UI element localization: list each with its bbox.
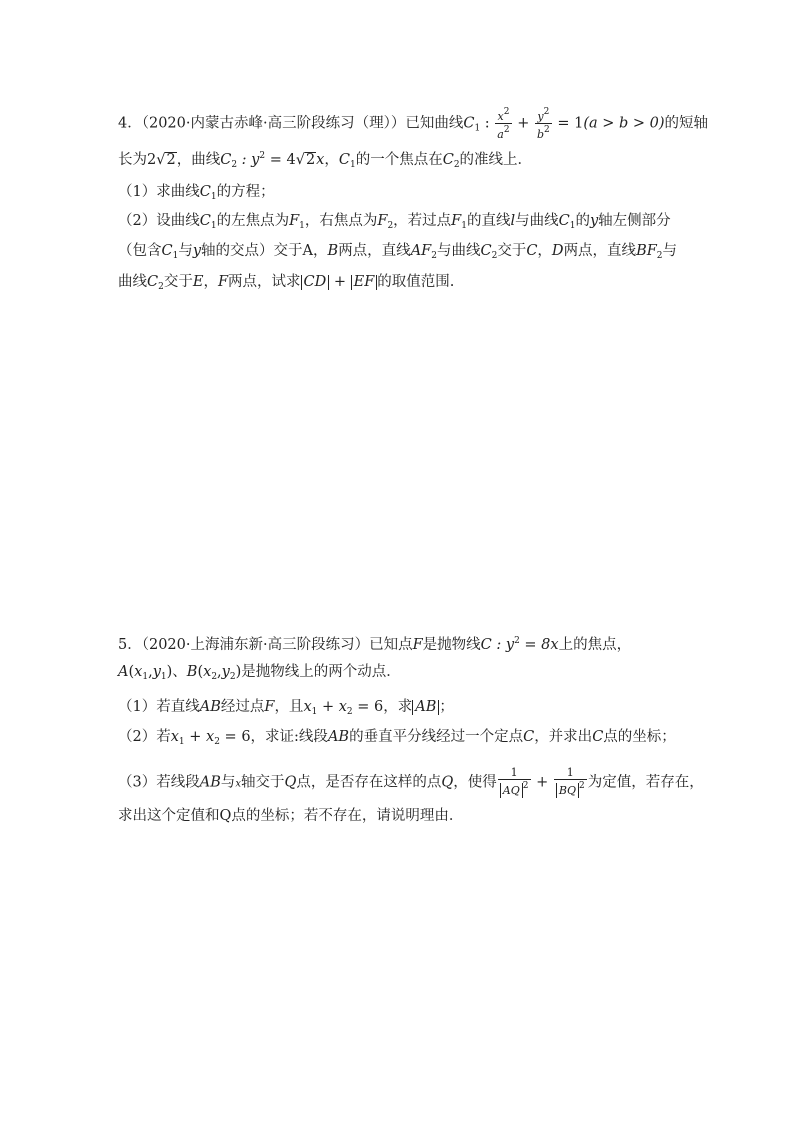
text: 求出这个定值和Q点的坐标；若不存在，请说明理由． (118, 808, 464, 824)
text: ，并求出 (534, 729, 593, 745)
text: ，求 (383, 699, 413, 715)
sub: 2 (229, 672, 236, 682)
text: 与 (220, 774, 236, 791)
text: （3）若线段 (118, 774, 200, 791)
sub: 1 (461, 221, 467, 231)
y: y (589, 213, 599, 229)
sub: 1 (311, 707, 318, 717)
fraction-y2-b2 (535, 106, 552, 141)
E: E (192, 274, 204, 290)
math-c1: C (199, 184, 211, 200)
math-c2: C (147, 274, 159, 290)
text: （1）若直线 (118, 699, 200, 715)
q4-line-2 (118, 146, 532, 175)
q4-stem: 4．（2020·内蒙古赤峰·高三阶段练习（理））已知曲线 (118, 115, 464, 132)
C: C (523, 729, 535, 745)
sub: 2 (214, 737, 220, 747)
text: 上的焦点， (558, 637, 632, 653)
text: 是抛物线上的两个动点． (241, 664, 401, 680)
text: 、 (172, 664, 187, 680)
colon: : (480, 115, 495, 132)
sub: 2 (431, 251, 437, 261)
text: 经过点 (220, 699, 265, 715)
exp: 2 (503, 107, 510, 117)
text: 的准线上． (459, 152, 533, 168)
sub: 1 (172, 251, 179, 261)
text: 与曲线 (515, 213, 559, 229)
B: B (186, 664, 198, 680)
plus: + (531, 774, 553, 791)
text: 的直线 (466, 213, 511, 229)
q5-line-7 (118, 806, 463, 826)
q5-stem: 5．（2020·上海浦东新·高三阶段练习）已知点 (118, 637, 413, 653)
exp: 2 (503, 125, 510, 135)
x: x (316, 152, 325, 168)
exp: 2 (543, 107, 550, 117)
text: 轴左侧部分 (598, 213, 671, 229)
D: D (551, 243, 564, 259)
sub: 2 (211, 672, 218, 682)
text: 与 (662, 243, 678, 259)
text: 两点，直线 (563, 243, 637, 259)
math-c2: C (220, 152, 232, 168)
plus: + (317, 699, 339, 715)
text: （2）设曲线 (118, 213, 200, 229)
AB: AB (199, 774, 221, 791)
x: x (170, 729, 179, 745)
fraction-1-BQ2 (554, 767, 587, 798)
plus: + (512, 115, 534, 132)
text: 轴的交点）交于A， (201, 243, 328, 259)
text: ，使得 (453, 774, 497, 791)
rhs: = 4 (265, 152, 296, 168)
text: ，且 (274, 699, 304, 715)
AB: AB (199, 699, 221, 715)
text: 的方程； (216, 184, 275, 200)
abs-AB: AB (412, 700, 439, 715)
plus: + (184, 729, 207, 745)
sub: 2 (453, 160, 460, 170)
sub: 1 (299, 221, 305, 231)
text: 为定值，若存在， (587, 774, 704, 791)
text: 的 (575, 213, 590, 229)
sub: 2 (387, 221, 394, 231)
q4-line-6 (118, 272, 454, 297)
exp: 2 (578, 781, 585, 791)
y: y (192, 243, 202, 259)
sub: 2 (491, 251, 498, 261)
text: ， (203, 274, 218, 290)
q4-part-1 (118, 182, 275, 207)
num: 1 (498, 767, 531, 780)
b: b (536, 128, 545, 141)
a: a (497, 128, 504, 141)
fraction-x2-a2 (495, 106, 511, 141)
exp: 2 (522, 781, 529, 791)
sub: 1 (210, 192, 217, 202)
math-c2: C (442, 152, 454, 168)
eq: = 6 (352, 699, 384, 715)
math-c1: C (338, 152, 350, 168)
y: y (537, 110, 544, 123)
q5-part-2 (118, 727, 676, 752)
text: 交于 (497, 243, 527, 259)
Q: Q (284, 774, 297, 791)
l: l (510, 213, 516, 229)
x: x (235, 778, 242, 790)
x: x (206, 729, 215, 745)
abs-EF: EF (351, 275, 378, 290)
B: B (327, 243, 339, 259)
q5-part-3 (118, 767, 704, 798)
text: 两点，直线 (338, 243, 411, 259)
text: 的取值范围. (377, 274, 455, 290)
radicand: 2 (305, 152, 316, 168)
sub: 2 (231, 160, 238, 170)
text: 两点，试求 (228, 274, 301, 290)
A: A (118, 664, 129, 680)
F: F (377, 213, 388, 229)
x: x (497, 110, 504, 123)
exp: 2 (544, 125, 550, 135)
C: C (480, 637, 492, 653)
sub: 1 (142, 672, 149, 682)
math-c2: C (480, 243, 492, 259)
C: C (592, 729, 604, 745)
q4-line-5 (118, 241, 677, 266)
eq: : y (491, 637, 515, 653)
sqrt-sign: √ (295, 152, 305, 168)
Q: Q (441, 774, 454, 791)
sub: 2 (346, 707, 353, 717)
F: F (289, 213, 300, 229)
text: 的左焦点为 (216, 213, 290, 229)
sub: 1 (349, 160, 356, 170)
text: ， (537, 243, 552, 259)
text: ，右焦点为 (304, 213, 378, 229)
text: 的一个焦点在 (355, 152, 443, 168)
text: （2）若 (118, 729, 171, 745)
sub: 1 (569, 221, 576, 231)
plus: + (329, 274, 351, 290)
F: F (217, 274, 228, 290)
math-c1: C (161, 243, 173, 259)
sqrt-sign: √ (156, 152, 166, 168)
comma: , (217, 664, 222, 680)
math-c1: C (558, 213, 570, 229)
num: 2 (147, 152, 157, 168)
text: 交于 (163, 274, 193, 290)
exp: 2 (259, 151, 266, 161)
condition: (a > b > 0) (583, 115, 665, 132)
text: ，求证:线段 (250, 729, 328, 745)
fraction-1-AQ2 (498, 767, 531, 798)
text: 的短轴 (664, 115, 709, 132)
equals-1: = 1 (552, 115, 584, 132)
x: x (338, 699, 347, 715)
text: ， (324, 152, 339, 168)
math-c1: C (463, 115, 475, 132)
text: （包含 (118, 243, 162, 259)
abs-CD: CD (301, 275, 330, 290)
q5-line-2: $A(x_1,y_1)$、$B(x_2,y_2)$是抛物线上的两个动点． (118, 664, 401, 682)
radicand: 2 (166, 152, 176, 168)
exp: 2 (514, 636, 520, 646)
x: x (134, 664, 143, 680)
F: F (412, 637, 423, 653)
y: y (221, 664, 230, 680)
abs-BQ: BQ (556, 783, 579, 798)
sub: 1 (178, 737, 185, 747)
eq: : y (237, 152, 260, 168)
text: 的垂直平分线经过一个定点 (349, 729, 524, 745)
text: ，曲线 (176, 152, 221, 168)
text: 与曲线 (436, 243, 481, 259)
rhs: = 8x (519, 637, 559, 653)
sub: 1 (210, 221, 217, 231)
F: F (264, 699, 275, 715)
text: ； (439, 699, 454, 715)
text: 长为 (118, 152, 147, 168)
text: 与 (178, 243, 193, 259)
math-c1: C (199, 213, 211, 229)
eq: = 6 (219, 729, 251, 745)
BF: BF (636, 243, 657, 259)
x: x (203, 664, 212, 680)
AB: AB (327, 729, 350, 745)
AF: AF (410, 243, 432, 259)
text: 点的坐标； (603, 729, 676, 745)
sub: 2 (656, 251, 663, 261)
text: 是抛物线 (422, 637, 481, 653)
F: F (451, 213, 462, 229)
sub: 1 (474, 123, 481, 134)
sub: 2 (158, 282, 164, 292)
text: 点，是否存在这样的点 (296, 774, 442, 791)
abs-AQ: AQ (500, 783, 523, 798)
text: （1）求曲线 (118, 184, 200, 200)
x: x (303, 699, 312, 715)
text: 轴交于 (241, 774, 285, 791)
y: y (152, 664, 161, 680)
text: ，若过点 (393, 213, 452, 229)
text: 曲线 (118, 274, 147, 290)
q5-part-1 (118, 697, 454, 722)
comma: , (148, 664, 153, 680)
C: C (526, 243, 538, 259)
q4-line-1 (118, 106, 708, 141)
sub: 1 (160, 672, 167, 682)
q5-line-1 (118, 631, 631, 655)
num: 1 (554, 767, 587, 780)
q4-part-2 (118, 211, 671, 236)
